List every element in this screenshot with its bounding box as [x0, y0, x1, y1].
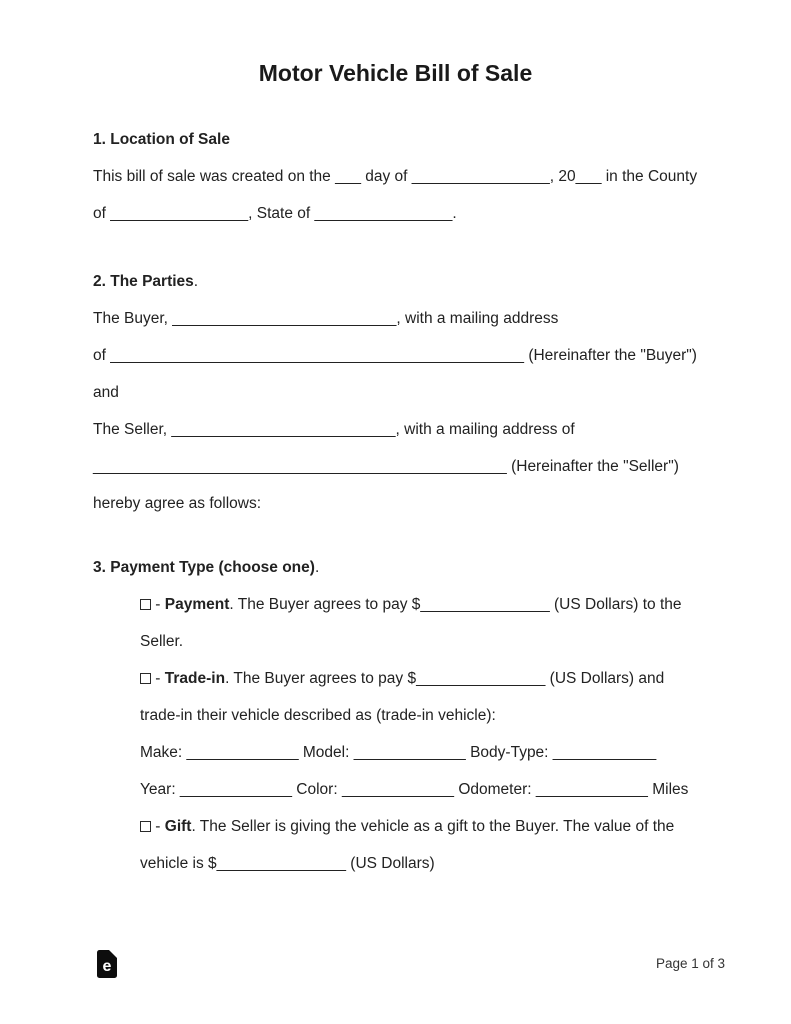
payment-option-line: [93, 586, 698, 623]
tradein-checkbox-icon[interactable]: [140, 673, 151, 684]
tradein-vehicle-year-line: Year: _____________ Color: _____________ Odometer: _____________ Miles: [140, 781, 689, 798]
section-2-heading-period: .: [193, 273, 199, 290]
section-1-heading: 1. Location of Sale: [93, 131, 230, 148]
eforms-logo-icon: [97, 950, 117, 978]
buyer-address-line: of ________________________________________________ (Hereinafter the "Buyer"): [93, 347, 697, 364]
payment-option-label: Payment: [164, 596, 230, 613]
gift-option-line-2: vehicle is $_______________ (US Dollars): [140, 855, 435, 872]
tradein-option-line-2: trade-in their vehicle described as (trade-in vehicle):: [140, 707, 496, 724]
gift-option-label: Gift: [164, 818, 192, 835]
payment-dash: -: [151, 596, 165, 613]
page-indicator: Page 1 of 3: [655, 956, 725, 971]
payment-option-line-2: Seller.: [140, 633, 184, 650]
gift-option-text: . The Seller is giving the vehicle as a gift to the Buyer. The value of the: [191, 818, 675, 835]
location-line-1: This bill of sale was created on the ___ day of ________________, 20___ in the County: [93, 168, 698, 185]
document-title: Motor Vehicle Bill of Sale: [258, 60, 533, 86]
tradein-dash: -: [151, 670, 165, 687]
tradein-option-label: Trade-in: [164, 670, 226, 687]
logo-letter: e: [102, 958, 112, 975]
logo-folded-corner: [109, 950, 117, 958]
and-line: and: [93, 384, 119, 401]
seller-address-line: ________________________________________________ (Hereinafter the "Seller"): [93, 458, 679, 475]
section-3-heading-bold: 3. Payment Type (choose one): [93, 559, 315, 576]
section-3-heading-period: .: [314, 559, 320, 576]
section-location-of-sale: [93, 121, 698, 232]
gift-checkbox-icon[interactable]: [140, 821, 151, 832]
section-3-heading: [93, 549, 698, 586]
section-2-heading-bold: 2. The Parties: [93, 273, 194, 290]
section-2-heading: [93, 263, 698, 300]
seller-name-line: The Seller, __________________________, with a mailing address of: [93, 421, 575, 438]
section-the-parties: [93, 263, 698, 522]
gift-dash: -: [151, 818, 165, 835]
tradein-vehicle-make-line: Make: _____________ Model: _____________ Body-Type: ____________: [140, 744, 657, 761]
payment-checkbox-icon[interactable]: [140, 599, 151, 610]
tradein-option-line: [93, 660, 698, 697]
gift-option-line: [93, 808, 698, 845]
payment-option-text: . The Buyer agrees to pay $_______________ (US Dollars) to the: [229, 596, 682, 613]
tradein-option-text: . The Buyer agrees to pay $_______________ (US Dollars) and: [225, 670, 665, 687]
agree-line: hereby agree as follows:: [93, 495, 262, 512]
section-payment-type: [93, 549, 698, 882]
buyer-name-line: The Buyer, __________________________, with a mailing address: [93, 310, 559, 327]
location-line-2: of ________________, State of ________________.: [93, 205, 457, 222]
